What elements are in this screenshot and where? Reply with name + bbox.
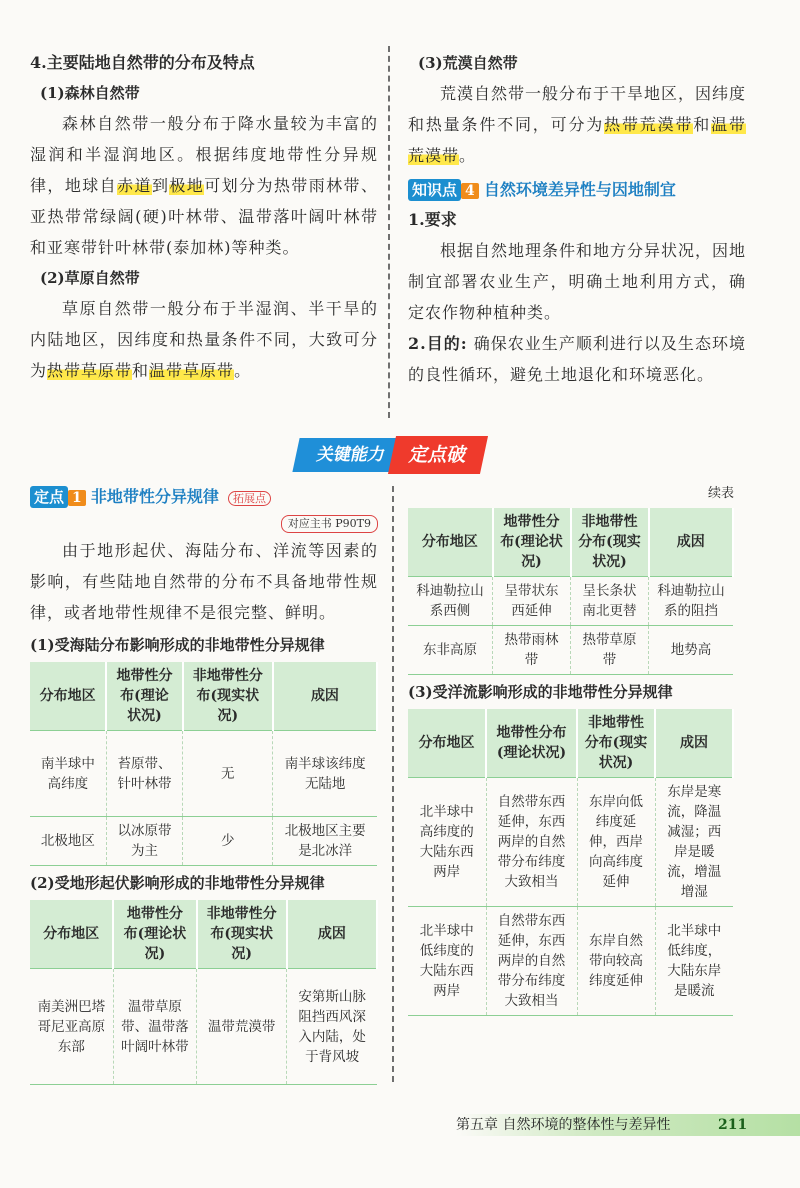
- table-row: [30, 731, 377, 817]
- banner-right: 定点破: [388, 436, 488, 474]
- chapter-title: 第五章 自然环境的整体性与差异性: [456, 1117, 671, 1133]
- extension-tag: 拓展点: [228, 491, 271, 506]
- fixed-point-badge: 定点: [30, 486, 68, 508]
- table-row: [408, 778, 733, 907]
- table-cell: 自然带东西延伸，东西两岸的自然带分布纬度大致相当: [486, 778, 577, 907]
- grass-text-1: 草原自然带一般分布于半湿润、半干旱的内陆地区，因纬度和热量条件不同，大致可分为: [30, 299, 378, 380]
- table-row: [408, 907, 733, 1016]
- table-cell: 东非高原: [408, 626, 493, 675]
- table-cell: 温带草原带、温带落叶阔叶林带: [113, 969, 196, 1085]
- table-header-row: [30, 900, 377, 969]
- table-row: [30, 969, 377, 1085]
- header-cell: 分布地区: [30, 662, 106, 731]
- header-cell: 成因: [649, 508, 734, 577]
- right-bottom-section: [408, 484, 734, 1016]
- aim-block: [408, 328, 746, 390]
- section-heading: 4.主要陆地自然带的分布及特点: [30, 53, 255, 72]
- header-cell: 非地带性分布(现实状况): [197, 900, 287, 969]
- table4-title: (3)受洋流影响形成的非地带性分异规律: [408, 683, 673, 701]
- table-cell: 呈带状东西延伸: [493, 577, 571, 626]
- table-cell: 少: [183, 817, 273, 866]
- table-cell: 北半球中低纬度的大陆东西两岸: [408, 907, 486, 1016]
- forest-text-1: 森林自然带一般分布于降水量较为丰富的湿润和半湿润地区。根据纬度地带性分异规律，地球自: [30, 114, 378, 195]
- highlight-temperate-desert: 温带荒漠带: [408, 115, 746, 165]
- header-cell: 地带性分布(理论状况): [493, 508, 571, 577]
- header-cell: 非地带性分布(现实状况): [183, 662, 273, 731]
- grass-title: (2)草原自然带: [40, 269, 140, 287]
- header-cell: 分布地区: [408, 709, 486, 778]
- desert-text-1: 荒漠自然带一般分布于干旱地区，因纬度和热量条件不同，可分为: [408, 84, 747, 134]
- header-cell: 地带性分布(理论状况): [486, 709, 577, 778]
- main-book-reference[interactable]: 对应主书 P90T9: [281, 515, 378, 533]
- table-terrain-continued: [408, 508, 734, 675]
- table-cell: 科迪勒拉山系的阻挡: [649, 577, 734, 626]
- header-cell: 分布地区: [408, 508, 493, 577]
- forest-text-mid: 到: [151, 176, 170, 195]
- header-cell: 非地带性分布(现实状况): [571, 508, 649, 577]
- table-cell: 自然带东西延伸，东西两岸的自然带分布纬度大致相当: [486, 907, 577, 1016]
- knowledge-number: 4: [461, 183, 479, 199]
- forest-title: (1)森林自然带: [40, 84, 140, 102]
- table-terrain: [30, 900, 378, 1085]
- table-row: [408, 577, 733, 626]
- grass-text-mid: 和: [132, 361, 150, 380]
- requirement-title: 1.要求: [408, 210, 457, 229]
- table-cell: 科迪勒拉山系西侧: [408, 577, 493, 626]
- fixed-point-title: 非地带性分异规律: [90, 487, 219, 506]
- desert-title: (3)荒漠自然带: [418, 54, 518, 72]
- continued-label: 续表: [707, 486, 734, 501]
- banner-left: 关键能力: [292, 438, 409, 472]
- table-header-row: [30, 662, 377, 731]
- header-cell: 分布地区: [30, 900, 113, 969]
- table2-title: (2)受地形起伏影响形成的非地带性分异规律: [30, 874, 325, 892]
- column-divider-bottom: [392, 486, 394, 1082]
- forest-text-2: 可划分为热带雨林带、亚热带常绿阔(硬)叶林带、温带落叶阔叶林带和亚寒带针叶林带(泰加林)等种类。: [30, 176, 378, 257]
- intro-paragraph: 由于地形起伏、海陆分布、洋流等因素的影响，有些陆地自然带的分布不具备地带性规律，或者地带性规律不是很完整、鲜明。: [30, 541, 378, 622]
- table-cell: 北半球中低纬度，大陆东岸是暖流: [655, 907, 733, 1016]
- table-cell: 呈长条状南北更替: [571, 577, 649, 626]
- aim-text: 确保农业生产顺利进行以及生态环境的良性循环，避免土地退化和环境恶化。: [408, 334, 746, 384]
- header-cell: 地带性分布(理论状况): [113, 900, 196, 969]
- desert-text-end: 。: [459, 146, 477, 165]
- header-cell: 成因: [655, 709, 733, 778]
- grass-text-end: 。: [234, 361, 252, 380]
- table1-title: (1)受海陆分布影响形成的非地带性分异规律: [30, 636, 325, 654]
- highlight-tropical-desert: 热带荒漠带: [604, 115, 694, 134]
- fixed-point-header: [30, 484, 378, 508]
- table-cell: 无: [183, 731, 273, 817]
- table-cell: 东岸是寒流，降温减湿；西岸是暖流，增温增湿: [655, 778, 733, 907]
- table-cell: 北半球中高纬度的大陆东西两岸: [408, 778, 486, 907]
- header-cell: 地带性分布(理论状况): [106, 662, 182, 731]
- desert-paragraph: [408, 78, 746, 171]
- highlight-tropical-grass: 热带草原带: [47, 361, 133, 380]
- grass-paragraph: [30, 293, 378, 386]
- table-row: [30, 817, 377, 866]
- page-footer: [456, 1114, 800, 1136]
- table-cell: 苔原带、针叶林带: [106, 731, 182, 817]
- knowledge-point-header: [408, 177, 746, 201]
- page-number: 211: [718, 1117, 748, 1133]
- forest-paragraph: [30, 108, 378, 263]
- table-cell: 北极地区主要是北冰洋: [273, 817, 377, 866]
- table-cell: 以冰原带为主: [106, 817, 182, 866]
- header-cell: 非地带性分布(现实状况): [577, 709, 655, 778]
- desert-text-mid: 和: [693, 115, 712, 134]
- table-cell: 地势高: [649, 626, 734, 675]
- fixed-point-number: 1: [68, 490, 86, 506]
- header-cell: 成因: [273, 662, 377, 731]
- left-bottom-section: [30, 484, 378, 1085]
- requirement-paragraph: 根据自然地理条件和地方分异状况，因地制宜部署农业生产，明确土地利用方式，确定农作物种植种类。: [408, 241, 747, 322]
- table-header-row: [408, 709, 733, 778]
- table-row: [408, 626, 733, 675]
- highlight-temperate-grass: 温带草原带: [149, 361, 235, 380]
- aim-title: 2.目的:: [408, 334, 468, 353]
- highlight-equator: 赤道: [117, 176, 152, 195]
- table-cell: 温带荒漠带: [197, 969, 287, 1085]
- column-divider-top: [388, 46, 390, 418]
- highlight-pole: 极地: [169, 176, 205, 195]
- table-cell: 热带雨林带: [493, 626, 571, 675]
- table-cell: 东岸向低纬度延伸，西岸向高纬度延伸: [577, 778, 655, 907]
- table-cell: 热带草原带: [571, 626, 649, 675]
- table-ocean-current: [408, 709, 734, 1016]
- ref-row: [30, 512, 378, 533]
- knowledge-badge: 知识点: [408, 179, 461, 201]
- key-ability-banner: [296, 438, 486, 472]
- table-cell: 南美洲巴塔哥尼亚高原东部: [30, 969, 113, 1085]
- knowledge-title: 自然环境差异性与因地制宜: [483, 180, 676, 199]
- table-header-row: [408, 508, 733, 577]
- table-cell: 东岸自然带向较高纬度延伸: [577, 907, 655, 1016]
- table-cell: 南半球中高纬度: [30, 731, 106, 817]
- table-cell: 北极地区: [30, 817, 106, 866]
- table-cell: 安第斯山脉阻挡西风深入内陆，处于背风坡: [287, 969, 377, 1085]
- table-cell: 南半球该纬度无陆地: [273, 731, 377, 817]
- table-land-sea: [30, 662, 378, 866]
- header-cell: 成因: [287, 900, 377, 969]
- left-top-section: [30, 48, 378, 386]
- right-top-section: [408, 48, 746, 390]
